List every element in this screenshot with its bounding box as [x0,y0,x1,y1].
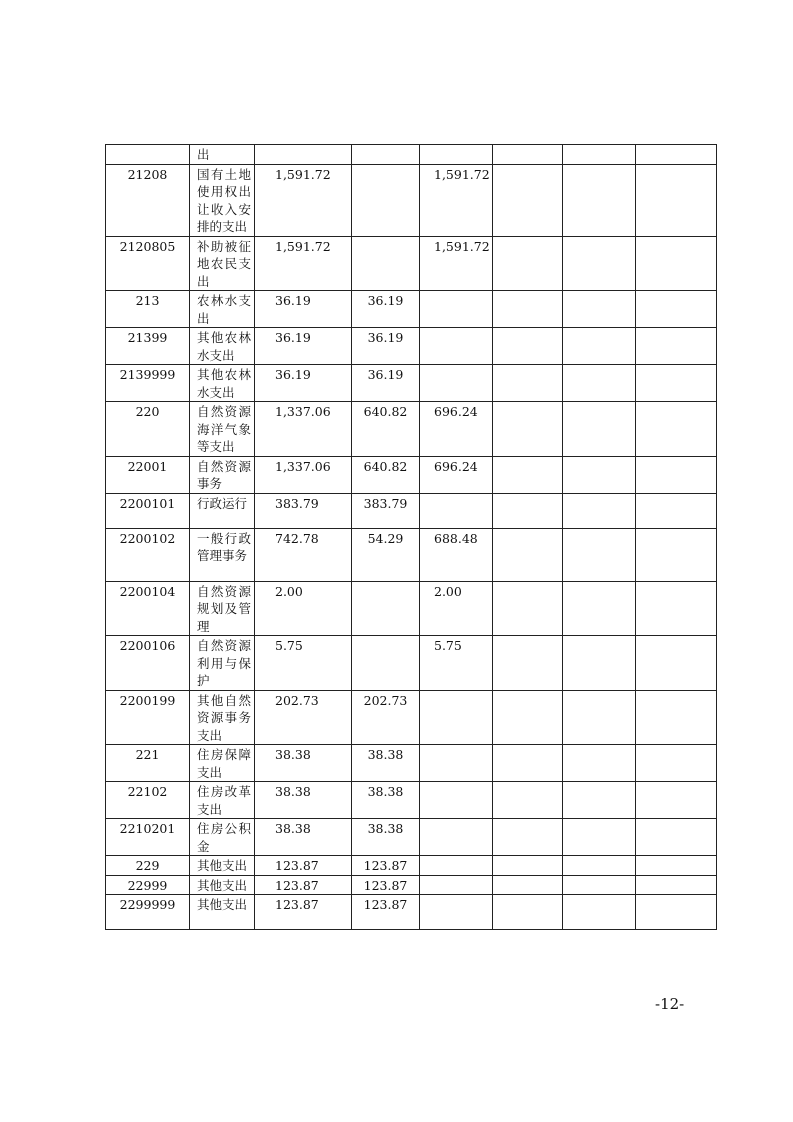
cell-empty [563,493,636,528]
cell-total: 38.38 [255,745,352,782]
cell-empty [636,145,717,165]
cell-name-text: 住房公积金 [197,821,251,854]
cell-name-text: 其他支出 [197,877,248,893]
cell-empty [563,365,636,402]
cell-project [420,745,493,782]
cell-empty [563,856,636,876]
cell-empty [563,236,636,291]
cell-empty [493,145,563,165]
cell-code: 2200104 [106,581,190,636]
cell-empty [493,690,563,745]
cell-name-text: 其他自然资源事务支出 [197,692,251,743]
cell-name [190,493,255,528]
cell-total: 1,337.06 [255,456,352,493]
cell-code: 22001 [106,456,190,493]
cell-name [190,365,255,402]
cell-project [420,782,493,819]
cell-basic [352,145,420,165]
cell-total: 123.87 [255,895,352,930]
table-row [106,365,717,402]
cell-basic: 54.29 [352,528,420,581]
cell-total: 123.87 [255,856,352,876]
cell-empty [563,875,636,895]
cell-project: 688.48 [420,528,493,581]
cell-empty [563,745,636,782]
page-number: -12- [655,995,685,1013]
cell-code: 229 [106,856,190,876]
cell-code: 2120805 [106,236,190,291]
cell-project: 696.24 [420,402,493,457]
cell-empty [493,402,563,457]
cell-name-text: 其他支出 [197,858,248,873]
table-row [106,164,717,236]
cell-empty [493,819,563,856]
cell-basic [352,236,420,291]
table-row [106,528,717,581]
cell-name-text: 住房保障支出 [197,747,251,780]
cell-code: 2200199 [106,690,190,745]
cell-empty [563,581,636,636]
cell-empty [636,164,717,236]
cell-empty [493,745,563,782]
cell-project [420,365,493,402]
budget-table-container [105,144,716,930]
cell-project: 5.75 [420,636,493,691]
cell-name [190,236,255,291]
cell-project [420,493,493,528]
cell-name [190,328,255,365]
cell-name [190,145,255,165]
cell-basic: 123.87 [352,895,420,930]
cell-name [190,528,255,581]
cell-empty [636,581,717,636]
cell-empty [493,164,563,236]
cell-name [190,402,255,457]
cell-total: 36.19 [255,365,352,402]
cell-basic: 38.38 [352,819,420,856]
cell-name-text: 自然资源利用与保护 [197,638,251,688]
cell-basic [352,164,420,236]
cell-name-text: 行政运行 [197,495,248,511]
cell-name-text: 其他农林水支出 [197,330,251,363]
cell-project [420,875,493,895]
cell-empty [563,636,636,691]
table-row [106,745,717,782]
cell-total: 1,337.06 [255,402,352,457]
cell-name [190,745,255,782]
cell-empty [636,365,717,402]
cell-project [420,856,493,876]
cell-basic: 38.38 [352,745,420,782]
cell-total: 202.73 [255,690,352,745]
cell-empty [636,291,717,328]
cell-basic: 123.87 [352,856,420,876]
cell-empty [563,164,636,236]
cell-name [190,690,255,745]
cell-name [190,581,255,636]
cell-total: 38.38 [255,782,352,819]
cell-empty [493,581,563,636]
table-row [106,636,717,691]
cell-name [190,636,255,691]
cell-empty [636,690,717,745]
cell-empty [563,402,636,457]
cell-empty [563,456,636,493]
cell-name [190,164,255,236]
cell-name-text: 住房改革支出 [197,784,251,817]
table-row [106,819,717,856]
cell-basic [352,581,420,636]
table-row [106,875,717,895]
cell-empty [636,745,717,782]
cell-project [420,145,493,165]
cell-name [190,782,255,819]
table-body [106,145,717,930]
cell-empty [636,402,717,457]
cell-name-text: 自然资源海洋气象等支出 [197,404,251,454]
cell-basic: 123.87 [352,875,420,895]
cell-basic: 383.79 [352,493,420,528]
cell-code: 21399 [106,328,190,365]
cell-code: 2200101 [106,493,190,528]
table-row [106,402,717,457]
cell-total: 1,591.72 [255,236,352,291]
cell-empty [493,636,563,691]
cell-empty [636,528,717,581]
table-row [106,581,717,636]
cell-project [420,895,493,930]
cell-name [190,895,255,930]
cell-project: 2.00 [420,581,493,636]
cell-empty [563,145,636,165]
cell-project [420,819,493,856]
cell-name-text: 其他支出 [197,897,248,912]
cell-total: 36.19 [255,328,352,365]
cell-empty [493,456,563,493]
cell-name-text: 国有土地使用权出让收入安排的支出 [197,166,251,234]
cell-empty [493,895,563,930]
cell-empty [636,328,717,365]
cell-code: 221 [106,745,190,782]
cell-name-text: 补助被征地农民支出 [197,238,251,289]
cell-basic: 36.19 [352,291,420,328]
cell-name-text: 农林水支出 [197,293,251,326]
cell-project [420,690,493,745]
cell-basic: 38.38 [352,782,420,819]
table-row [106,291,717,328]
cell-name [190,856,255,876]
table-row [106,856,717,876]
cell-empty [493,856,563,876]
cell-empty [563,291,636,328]
table-row [106,690,717,745]
cell-name [190,819,255,856]
table-row [106,328,717,365]
cell-total: 2.00 [255,581,352,636]
cell-empty [493,528,563,581]
cell-empty [636,875,717,895]
cell-basic: 640.82 [352,402,420,457]
cell-total: 383.79 [255,493,352,528]
cell-empty [636,236,717,291]
cell-empty [493,236,563,291]
cell-empty [636,493,717,528]
table-row [106,493,717,528]
cell-total: 38.38 [255,819,352,856]
cell-project: 1,591.72 [420,236,493,291]
cell-empty [493,328,563,365]
cell-empty [636,819,717,856]
cell-basic: 36.19 [352,365,420,402]
cell-code: 2200106 [106,636,190,691]
cell-total: 5.75 [255,636,352,691]
cell-empty [636,856,717,876]
cell-name [190,875,255,895]
cell-name-text: 其他农林水支出 [197,367,251,400]
table-row [106,236,717,291]
cell-project [420,291,493,328]
cell-basic: 202.73 [352,690,420,745]
cell-empty [493,291,563,328]
cell-code: 21208 [106,164,190,236]
cell-empty [636,895,717,930]
cell-basic: 640.82 [352,456,420,493]
cell-total: 36.19 [255,291,352,328]
cell-empty [563,328,636,365]
cell-code: 2299999 [106,895,190,930]
cell-name [190,291,255,328]
cell-code: 22999 [106,875,190,895]
cell-empty [493,782,563,819]
table-row [106,145,717,165]
cell-code: 2210201 [106,819,190,856]
cell-empty [563,895,636,930]
cell-total [255,145,352,165]
cell-name-text: 自然资源事务 [197,458,251,491]
cell-basic [352,636,420,691]
cell-empty [636,782,717,819]
cell-project [420,328,493,365]
cell-code: 2200102 [106,528,190,581]
cell-empty [493,365,563,402]
expenditure-table [105,144,717,930]
cell-empty [493,493,563,528]
cell-project: 1,591.72 [420,164,493,236]
cell-empty [563,819,636,856]
cell-empty [636,456,717,493]
cell-basic: 36.19 [352,328,420,365]
cell-code: 220 [106,402,190,457]
cell-empty [563,782,636,819]
cell-empty [563,528,636,581]
cell-empty [636,636,717,691]
cell-code [106,145,190,165]
cell-name-text: 一般行政管理事务 [197,530,251,563]
cell-empty [493,875,563,895]
table-row [106,895,717,930]
table-row [106,456,717,493]
cell-total: 1,591.72 [255,164,352,236]
cell-name-text: 出 [197,147,210,162]
cell-name-text: 自然资源规划及管理 [197,583,251,634]
cell-empty [563,690,636,745]
cell-code: 213 [106,291,190,328]
cell-project: 696.24 [420,456,493,493]
table-row [106,782,717,819]
cell-code: 22102 [106,782,190,819]
cell-total: 123.87 [255,875,352,895]
cell-code: 2139999 [106,365,190,402]
cell-name [190,456,255,493]
cell-total: 742.78 [255,528,352,581]
